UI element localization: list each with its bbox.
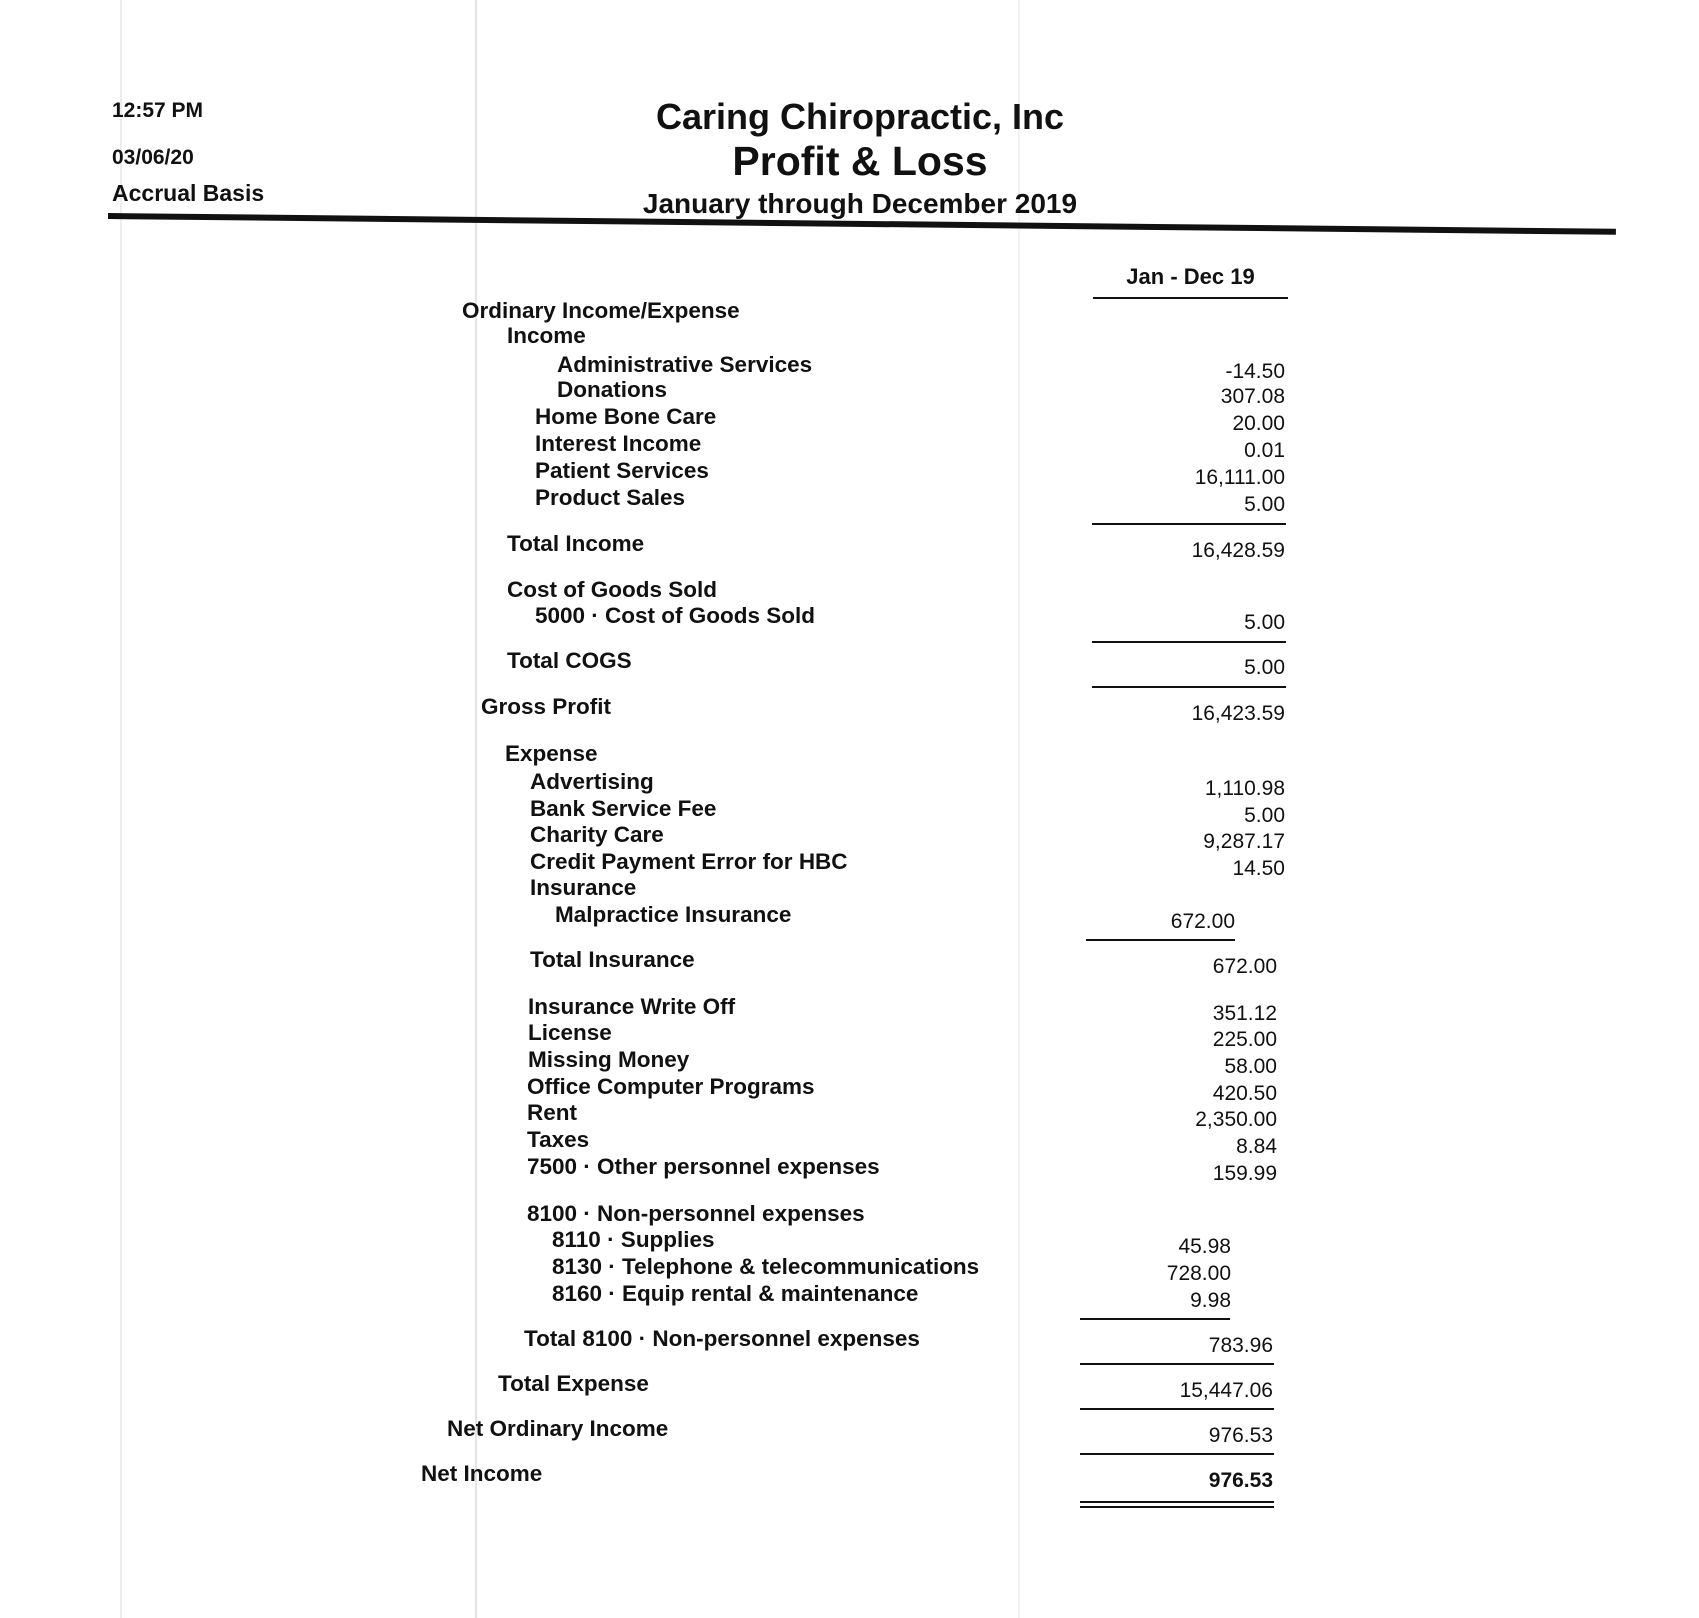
row-amount: 783.96	[1208, 1334, 1273, 1357]
table-row	[0, 404, 1699, 434]
row-amount: 45.98	[1178, 1235, 1231, 1258]
row-label: Home Bone Care	[535, 404, 717, 429]
row-label: Credit Payment Error for HBC	[530, 849, 848, 874]
row-label: 8100 · Non-personnel expenses	[527, 1201, 865, 1226]
row-label: 8130 · Telephone & telecommunications	[552, 1254, 980, 1279]
row-label: Donations	[557, 377, 667, 402]
row-label: Patient Services	[535, 458, 709, 483]
row-label: Gross Profit	[481, 694, 612, 719]
row-label: Bank Service Fee	[530, 796, 717, 821]
total-expense-row	[0, 1371, 1699, 1401]
report-title: Profit & Loss	[732, 138, 988, 184]
row-label: Insurance Write Off	[528, 994, 736, 1019]
row-label: Insurance	[530, 875, 637, 900]
table-row	[0, 1047, 1699, 1077]
row-amount: 672.00	[1212, 955, 1277, 978]
row-label: Total Insurance	[530, 947, 695, 972]
gross-profit-row	[0, 694, 1699, 724]
table-row	[0, 1154, 1699, 1184]
table-row	[0, 485, 1699, 515]
row-amount: 728.00	[1166, 1262, 1231, 1285]
subtotal-rule	[1092, 523, 1286, 525]
row-label: Rent	[527, 1100, 577, 1125]
total-row	[0, 648, 1699, 678]
table-row	[0, 1127, 1699, 1157]
row-amount: 976.53	[1208, 1469, 1273, 1492]
row-amount: 9.98	[1190, 1289, 1231, 1312]
row-label: Administrative Services	[557, 352, 813, 377]
group-income	[0, 323, 1699, 353]
row-amount: 351.12	[1212, 1002, 1277, 1025]
table-row	[0, 603, 1699, 633]
subtotal-rule	[1086, 939, 1235, 941]
table-row	[0, 1254, 1699, 1284]
net-income-row	[0, 1461, 1699, 1491]
row-amount: 672.00	[1170, 910, 1235, 933]
row-amount: 225.00	[1212, 1028, 1277, 1051]
table-row	[0, 822, 1699, 852]
report-basis: Accrual Basis	[112, 180, 265, 206]
table-row	[0, 902, 1699, 932]
report-time: 12:57 PM	[112, 99, 204, 122]
row-label: License	[528, 1020, 612, 1045]
row-label: Interest Income	[535, 431, 702, 456]
row-label: Charity Care	[530, 822, 664, 847]
row-amount: 58.00	[1224, 1055, 1277, 1078]
row-amount: 16,423.59	[1191, 702, 1285, 725]
subtotal-rule	[1080, 1453, 1274, 1455]
row-label: Cost of Goods Sold	[507, 577, 717, 602]
row-label: 5000 · Cost of Goods Sold	[535, 603, 816, 628]
subtotal-rule	[1092, 686, 1286, 688]
row-label: Expense	[505, 741, 598, 766]
row-amount: 20.00	[1232, 412, 1285, 435]
row-amount: 159.99	[1212, 1162, 1277, 1185]
row-label: Net Ordinary Income	[447, 1416, 669, 1441]
total-row	[0, 531, 1699, 561]
subtotal-rule	[1092, 641, 1286, 643]
row-amount: 0.01	[1244, 439, 1285, 462]
row-amount: 5.00	[1244, 804, 1285, 827]
group-insurance	[0, 875, 1699, 905]
subtotal-rule	[1080, 1363, 1274, 1365]
row-label: 8110 · Supplies	[552, 1227, 715, 1252]
table-row	[0, 1281, 1699, 1311]
total-row	[0, 947, 1699, 977]
row-label: Total Expense	[498, 1371, 649, 1396]
row-amount: 2,350.00	[1195, 1108, 1277, 1131]
row-amount: 5.00	[1244, 611, 1285, 634]
table-row	[0, 1227, 1699, 1257]
row-label: Net Income	[421, 1461, 543, 1486]
row-label: Missing Money	[528, 1047, 690, 1072]
row-amount: 15,447.06	[1179, 1379, 1273, 1402]
subtotal-rule	[1080, 1318, 1230, 1320]
table-row	[0, 1100, 1699, 1130]
row-label: Malpractice Insurance	[555, 902, 792, 927]
row-label: Taxes	[527, 1127, 590, 1152]
row-amount: 1,110.98	[1204, 777, 1285, 800]
row-amount: 8.84	[1236, 1135, 1277, 1158]
group-expense	[0, 741, 1699, 771]
row-amount: -14.50	[1225, 360, 1285, 383]
table-row	[0, 377, 1699, 407]
row-amount: 5.00	[1244, 656, 1285, 679]
row-label: Income	[507, 323, 586, 348]
row-label: Total Income	[507, 531, 645, 556]
report-date: 03/06/20	[112, 146, 194, 169]
row-label: Total COGS	[507, 648, 632, 673]
table-row	[0, 769, 1699, 799]
row-amount: 16,428.59	[1191, 539, 1285, 562]
row-label: 8160 · Equip rental & maintenance	[552, 1281, 919, 1306]
final-double-rule	[1080, 1501, 1274, 1508]
row-amount: 976.53	[1208, 1424, 1273, 1447]
row-amount: 14.50	[1232, 857, 1285, 880]
row-amount: 307.08	[1220, 385, 1285, 408]
table-row	[0, 1020, 1699, 1050]
net-ordinary-row	[0, 1416, 1699, 1446]
row-amount: 420.50	[1212, 1082, 1277, 1105]
row-amount: 16,111.00	[1194, 466, 1285, 489]
total-row	[0, 1326, 1699, 1356]
row-label: Product Sales	[535, 485, 686, 510]
row-label: Ordinary Income/Expense	[462, 298, 740, 323]
company-name: Caring Chiropractic, Inc	[655, 96, 1065, 137]
table-row	[0, 458, 1699, 488]
table-row	[0, 431, 1699, 461]
row-amount: 9,287.17	[1203, 830, 1285, 853]
row-label: Office Computer Programs	[527, 1074, 815, 1099]
row-amount: 5.00	[1244, 493, 1285, 516]
row-label: Total 8100 · Non-personnel expenses	[524, 1326, 920, 1351]
subtotal-rule	[1080, 1408, 1274, 1410]
row-label: Advertising	[530, 769, 654, 794]
report-period: January through December 2019	[642, 188, 1078, 219]
column-header: Jan - Dec 19	[1093, 264, 1288, 299]
row-label: 7500 · Other personnel expenses	[527, 1154, 880, 1179]
